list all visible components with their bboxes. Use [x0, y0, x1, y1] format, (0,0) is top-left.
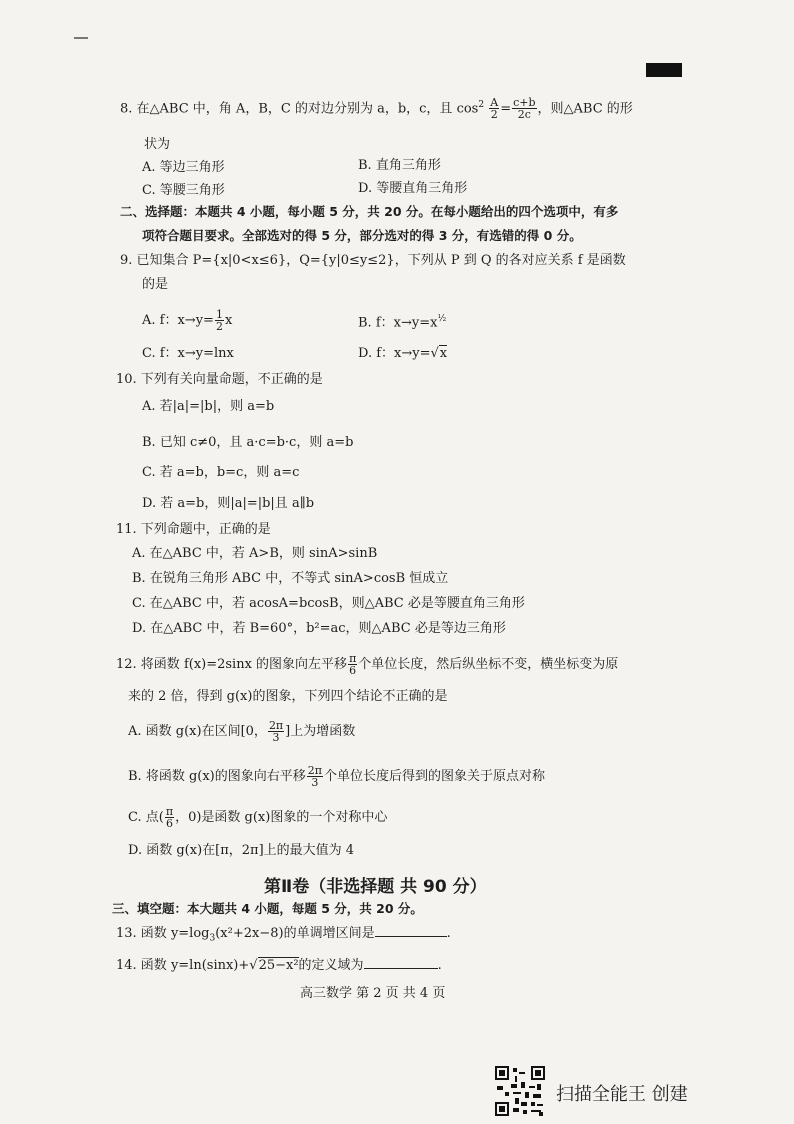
q12-c-post: ，0)是函数 g(x)图象的一个对称中心	[175, 810, 388, 825]
q8-option-c: C. 等腰三角形	[142, 183, 225, 198]
q10-option-d: D. 若 a=b，则|a|=|b|且 a∥b	[142, 496, 315, 511]
q12-b-pre: B. 将函数 g(x)的图象向右平移	[128, 769, 306, 784]
q9-d-pre: D. f：x→y=√	[358, 346, 439, 361]
q13-pre: 13. 函数 y=log	[116, 926, 210, 941]
q8-eq: =	[500, 101, 512, 117]
q12-option-d: D. 函数 g(x)在[π，2π]上的最大值为 4	[128, 843, 355, 858]
q12-b-post: 个单位长度后得到的图象关于原点对称	[323, 769, 545, 784]
q11-option-c: C. 在△ABC 中，若 acosA=bcosB，则△ABC 必是等腰直角三角形	[132, 596, 525, 611]
q8-stem-text: 8. 在△ABC 中，角 A，B，C 的对边分别为 a，b，c，且 cos	[120, 101, 479, 117]
q9-option-c: C. f：x→y=lnx	[142, 346, 234, 361]
q9-b-pre: B. f：x→y=x	[358, 315, 438, 331]
q9-a-den: 2	[215, 320, 223, 333]
q12-b-num: 2π	[307, 764, 322, 777]
q8-frac2-num: c+b	[513, 96, 536, 110]
redaction-bar	[646, 63, 682, 77]
q12-stem-fraction	[348, 653, 357, 676]
q9-stem: 9. 已知集合 P={x|0<x≤6}，Q={y|0≤y≤2}，下列从 P 到 Q 的各对应关系 f 是函数	[120, 253, 626, 268]
q12-a-fraction	[268, 720, 284, 743]
q12-stem-post: 个单位长度，然后纵坐标不变，横坐标变为原	[358, 657, 619, 672]
q14-end: .	[437, 958, 442, 973]
q13-log-base: 3	[209, 933, 216, 944]
q9-a-fraction	[215, 309, 224, 332]
q9-a-post: x	[224, 313, 233, 328]
qr-code-icon	[495, 1066, 545, 1116]
q8-option-a: A. 等边三角形	[142, 160, 225, 175]
q12-a-pre: A. 函数 g(x)在区间[0，	[128, 724, 267, 739]
q14-post: 的定义域为	[298, 958, 364, 973]
q12-option-a	[128, 720, 355, 743]
q12-a-num: 2π	[268, 719, 284, 732]
q10-option-a: A. 若|a|=|b|，则 a=b	[142, 399, 275, 414]
q14-stem	[116, 956, 442, 975]
q9-a-pre: A. f：x→y=	[142, 313, 214, 328]
q12-stem-pre: 12. 将函数 f(x)=2sinx 的图象向左平移	[116, 657, 348, 672]
q8-frac2-den: 2c	[517, 108, 531, 122]
section2-heading-cont: 项符合题目要求。全部选对的得 5 分，部分选对的得 3 分，有选错的得 0 分。	[142, 228, 582, 243]
q13-end: .	[446, 926, 451, 941]
q9-option-b	[358, 310, 446, 332]
q8-option-d: D. 等腰直角三角形	[358, 181, 468, 196]
q13-answer-blank[interactable]	[375, 924, 447, 937]
q11-option-a: A. 在△ABC 中，若 A>B，则 sinA>sinB	[132, 546, 378, 561]
section3-heading: 三、填空题：本大题共 4 小题，每题 5 分，共 20 分。	[112, 901, 423, 916]
q12-b-den: 3	[311, 776, 319, 789]
q9-stem-cont: 的是	[142, 277, 169, 292]
q8-stem-end: ，则△ABC 的形	[537, 101, 633, 117]
q8-sup: 2	[478, 100, 485, 110]
q9-a-num: 1	[215, 308, 223, 321]
q14-answer-blank[interactable]	[364, 956, 438, 969]
scanner-watermark: 扫描全能王 创建	[556, 1084, 688, 1105]
q12-c-pre: C. 点(	[128, 810, 164, 825]
q12-c-fraction	[165, 806, 174, 829]
q9-option-d	[358, 345, 447, 363]
q12-stem-cont: 来的 2 倍，得到 g(x)的图象，下列四个结论不正确的是	[128, 689, 448, 704]
q8-fraction-a	[489, 97, 499, 120]
q12-a-post: ]上为增函数	[285, 724, 356, 739]
q8-option-b: B. 直角三角形	[358, 158, 441, 173]
q13-post: (x²+2x−8)的单调增区间是	[215, 926, 375, 941]
scan-mark	[74, 37, 88, 39]
q11-option-d: D. 在△ABC 中，若 B=60°，b²=ac，则△ABC 必是等边三角形	[132, 621, 506, 636]
q12-b-fraction	[307, 765, 323, 788]
q14-pre: 14. 函数 y=ln(sinx)+√	[116, 958, 258, 973]
q11-stem: 11. 下列命题中，正确的是	[116, 522, 271, 537]
q8-frac1-den: 2	[490, 108, 498, 122]
q12-stem-num: π	[349, 652, 357, 665]
q12-option-b	[128, 765, 545, 788]
q9-option-a	[142, 309, 232, 332]
part2-title: 第Ⅱ卷（非选择题 共 90 分）	[264, 877, 487, 897]
q10-stem: 10. 下列有关向量命题，不正确的是	[116, 372, 323, 387]
q12-c-den: 6	[165, 817, 173, 830]
q12-a-den: 3	[272, 731, 280, 744]
q9-b-sup: ½	[437, 314, 447, 324]
q10-option-b: B. 已知 c≠0，且 a·c=b·c，则 a=b	[142, 435, 354, 450]
q12-stem-den: 6	[349, 664, 357, 677]
q13-stem	[116, 924, 451, 948]
page-footer: 高三数学 第 2 页 共 4 页	[300, 986, 446, 1001]
section2-heading: 二、选择题：本题共 4 小题，每小题 5 分，共 20 分。在每小题给出的四个选项中，有多	[120, 204, 619, 219]
q8-frac1-num: A	[490, 96, 499, 110]
q14-radicand: 25−x²	[258, 958, 299, 973]
q8-stem	[120, 96, 633, 120]
q12-stem	[116, 653, 618, 676]
q11-option-b: B. 在锐角三角形 ABC 中，不等式 sinA>cosB 恒成立	[132, 571, 449, 586]
q12-option-c	[128, 806, 387, 829]
q10-option-c: C. 若 a=b，b=c，则 a=c	[142, 465, 300, 480]
q8-stem-cont: 状为	[144, 137, 171, 152]
q12-c-num: π	[165, 805, 174, 818]
q8-fraction-cb	[512, 97, 536, 120]
q9-d-radicand: x	[439, 346, 448, 361]
